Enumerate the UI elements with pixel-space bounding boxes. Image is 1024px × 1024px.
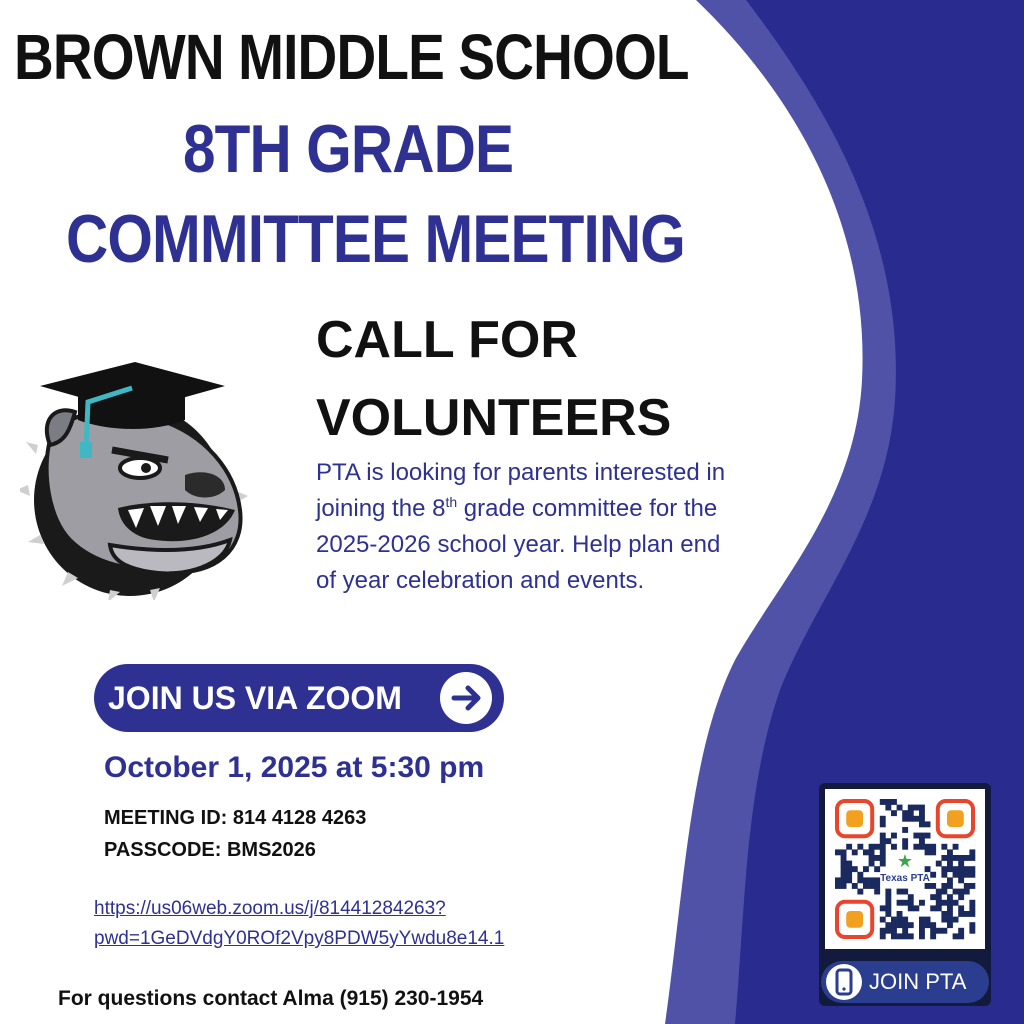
description-text-end: grade committee for the 2025-2026 school year. Help plan end of year celebration and events. [316, 495, 721, 594]
ordinal-suffix: th [445, 494, 458, 510]
zoom-link-line-1[interactable]: https://us06web.zoom.us/j/81441284263? [94, 898, 446, 919]
meeting-passcode: PASSCODE: BMS2026 [104, 839, 316, 861]
join-pta-label: JOIN PTA [869, 969, 967, 994]
meeting-date-time: October 1, 2025 at 5:30 pm [104, 751, 485, 784]
svg-text:★: ★ [896, 851, 914, 871]
school-title: BROWN MIDDLE SCHOOL [14, 21, 689, 93]
qr-code-icon [825, 789, 985, 949]
join-pta-button[interactable] [821, 961, 989, 1003]
svg-text:Texas PTA: Texas PTA [880, 873, 930, 884]
arrow-right-icon [440, 672, 492, 724]
join-zoom-button-label: JOIN US VIA ZOOM [108, 680, 402, 716]
meeting-id: MEETING ID: 814 4128 4263 [104, 807, 367, 829]
call-for-volunteers-line-1: CALL FOR [316, 311, 578, 369]
zoom-link-line-2[interactable]: pwd=1GeDVdgY0ROf2Vpy8PDW5yYwdu8e14.1 [94, 928, 505, 949]
meeting-heading-line-1: 8TH GRADE [183, 111, 514, 187]
bulldog-graduation-cap-icon [20, 350, 260, 600]
meeting-heading-line-2: COMMITTEE MEETING [66, 201, 685, 277]
pta-qr-card [819, 783, 991, 1006]
contact-info: For questions contact Alma (915) 230-1954 [58, 987, 484, 1010]
volunteer-description [316, 455, 736, 599]
call-for-volunteers-line-2: VOLUNTEERS [316, 389, 672, 447]
qr-code-panel[interactable] [825, 789, 985, 949]
phone-icon [826, 964, 862, 1000]
description-text-start: PTA is looking for parents interested in joining the 8 [316, 459, 726, 522]
join-zoom-button[interactable] [94, 664, 504, 732]
